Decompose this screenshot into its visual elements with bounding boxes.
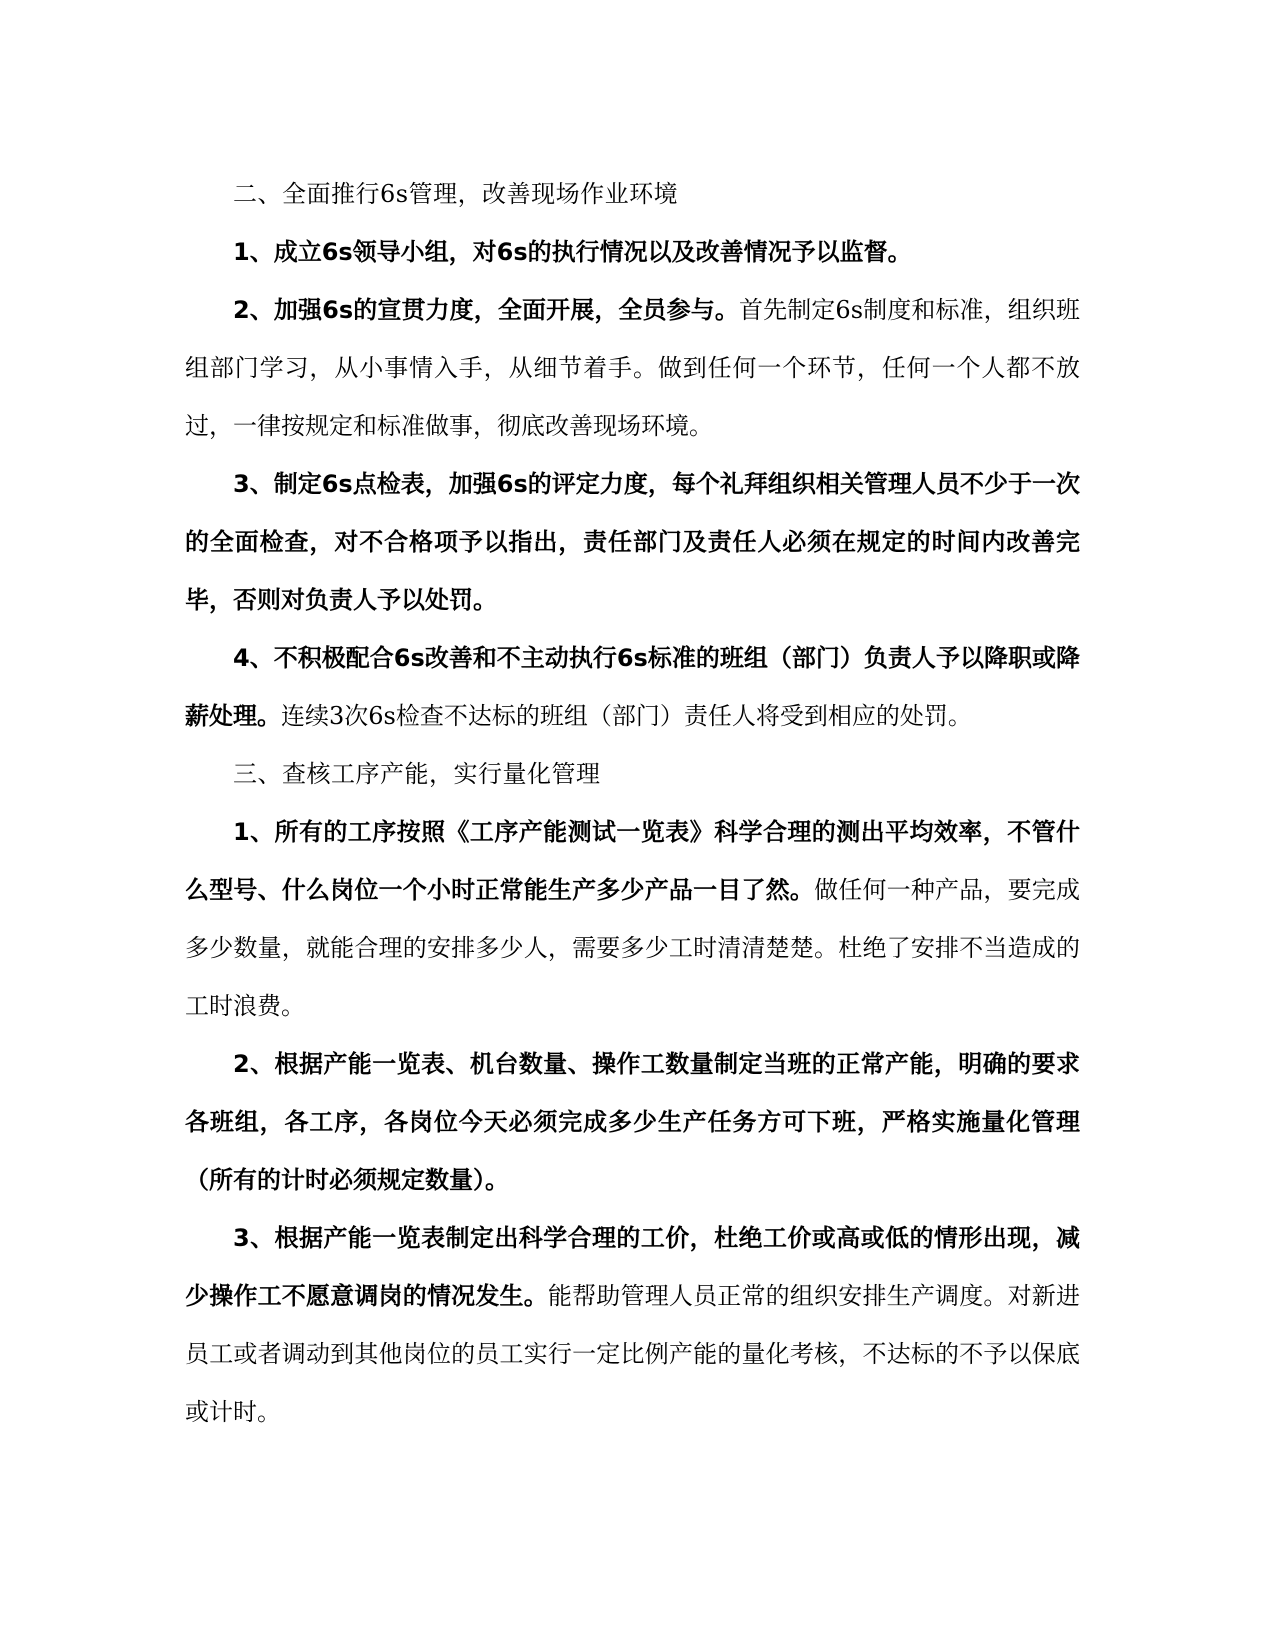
item-bold-text: 4、不积极配合6s改善和不主动执行6s标准的班组（部门）负责人予以降职或降薪处理。: [185, 644, 1080, 730]
item-normal-text: 首先制定6s制度和标准，组织班组部门学习，从小事情入手，从细节着手。做到任何一个环节，任何一个人都不放过，一律按规定和标准做事，彻底改善现场环境。: [185, 296, 1080, 440]
section-2-item-2: [185, 281, 1080, 455]
item-normal-text: 连续3次6s检查不达标的班组（部门）责任人将受到相应的处罚。: [281, 702, 972, 730]
section-3-item-3: [185, 1209, 1080, 1441]
section-3-item-2: [185, 1035, 1080, 1209]
section-3-item-1: [185, 803, 1080, 1035]
section-2-item-3: [185, 455, 1080, 629]
section-2-item-4: [185, 629, 1080, 745]
item-bold-text: 3、制定6s点检表，加强6s的评定力度，每个礼拜组织相关管理人员不少于一次的全面检查，对不合格项予以指出，责任部门及责任人必须在规定的时间内改善完毕，否则对负责人予以处罚。: [185, 470, 1080, 614]
document-body: [185, 165, 1080, 1441]
section-2-heading: 二、全面推行6s管理，改善现场作业环境: [233, 180, 679, 208]
item-bold-text: 2、根据产能一览表、机台数量、操作工数量制定当班的正常产能，明确的要求各班组，各工序，各岗位今天必须完成多少生产任务方可下班，严格实施量化管理（所有的计时必须规定数量）。: [185, 1050, 1080, 1194]
item-bold-text: 1、所有的工序按照《工序产能测试一览表》科学合理的测出平均效率，不管什么型号、什么岗位一个小时正常能生产多少产品一目了然。: [185, 818, 1080, 904]
section-2-item-1: [185, 223, 1080, 281]
item-bold-text: 1、成立6s领导小组，对6s的执行情况以及改善情况予以监督。: [233, 238, 912, 266]
item-normal-text: 做任何一种产品，要完成多少数量，就能合理的安排多少人，需要多少工时清清楚楚。杜绝了安排不当造成的工时浪费。: [185, 876, 1081, 1020]
item-bold-text: 2、加强6s的宣贯力度，全面开展，全员参与。: [233, 296, 739, 324]
item-bold-text: 3、根据产能一览表制定出科学合理的工价，杜绝工价或高或低的情形出现，减少操作工不愿意调岗的情况发生。: [185, 1224, 1080, 1310]
item-normal-text: 能帮助管理人员正常的组织安排生产调度。对新进员工或者调动到其他岗位的员工实行一定比例产能的量化考核，不达标的不予以保底或计时。: [185, 1282, 1081, 1426]
section-3-heading: 三、查核工序产能，实行量化管理: [233, 760, 601, 788]
